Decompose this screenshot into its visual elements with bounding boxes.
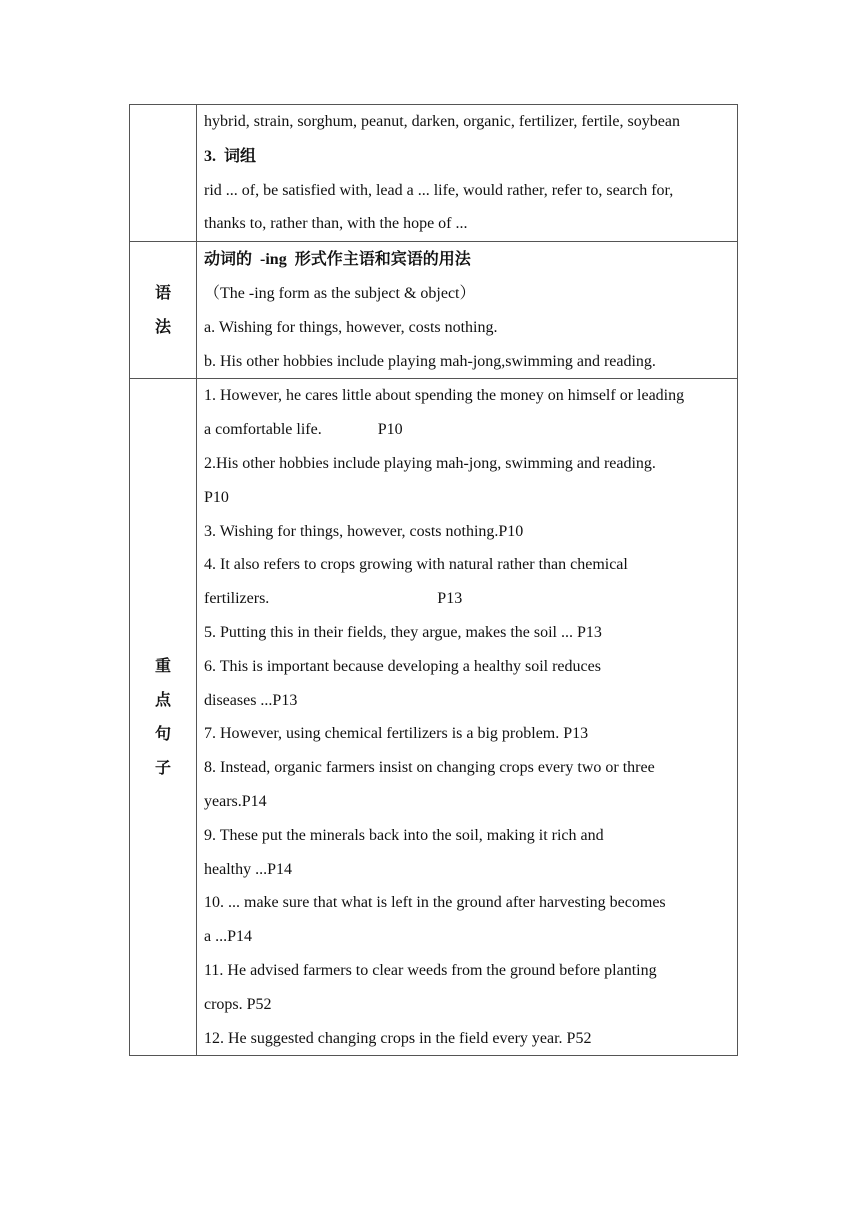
sentence-line-5: 3. Wishing for things, however, costs nothing.P10 bbox=[204, 522, 524, 540]
key-sentences-label-char-2: 点 bbox=[154, 690, 171, 710]
grammar-label-char-1: 语 bbox=[154, 283, 171, 303]
grammar-heading bbox=[204, 242, 729, 277]
sentence-line-2: a comfortable life. P10 bbox=[204, 421, 403, 439]
key-sentences-row-content bbox=[197, 379, 738, 1056]
sentence-line-10: diseases ...P13 bbox=[204, 691, 298, 709]
grammar-row bbox=[130, 242, 738, 379]
key-sentences-label-char-4: 子 bbox=[154, 758, 171, 778]
vocabulary-row-content bbox=[197, 105, 738, 242]
key-sentences-label-char-1: 重 bbox=[154, 656, 171, 676]
phrases-heading-text: 词组 bbox=[224, 145, 257, 165]
sentence-line-11: 7. However, using chemical fertilizers is a big problem. P13 bbox=[204, 725, 589, 743]
vocabulary-row-label bbox=[130, 105, 197, 242]
grammar-subtitle: （The -ing form as the subject & object） bbox=[204, 284, 476, 302]
key-sentences-row-label bbox=[130, 379, 197, 1056]
grammar-example-a: a. Wishing for things, however, costs nothing. bbox=[204, 318, 498, 336]
sentence-line-15: healthy ...P14 bbox=[204, 860, 292, 878]
lesson-summary-table bbox=[129, 104, 738, 1056]
sentence-line-20: 12. He suggested changing crops in the field every year. P52 bbox=[204, 1029, 592, 1047]
grammar-label-char-2: 法 bbox=[154, 317, 171, 337]
vocabulary-row bbox=[130, 105, 738, 242]
key-sentences-label-char-3: 句 bbox=[154, 724, 171, 744]
grammar-example-b: b. His other hobbies include playing mah-jong,swimming and reading. bbox=[204, 352, 656, 370]
grammar-row-content bbox=[197, 242, 738, 379]
sentence-line-14: 9. These put the minerals back into the soil, making it rich and bbox=[204, 826, 604, 844]
sentence-line-17: a ...P14 bbox=[204, 928, 252, 946]
phrases-heading bbox=[204, 139, 729, 174]
sentence-line-19: crops. P52 bbox=[204, 995, 272, 1013]
sentence-line-16: 10. ... make sure that what is left in the ground after harvesting becomes bbox=[204, 894, 666, 912]
sentence-line-9: 6. This is important because developing a healthy soil reduces bbox=[204, 657, 601, 675]
sentence-line-1: 1. However, he cares little about spending the money on himself or leading bbox=[204, 387, 685, 405]
phrase-line-2: thanks to, rather than, with the hope of ... bbox=[204, 215, 468, 233]
grammar-row-label bbox=[130, 242, 197, 379]
sentence-line-7: fertilizers. P13 bbox=[204, 590, 463, 608]
key-sentences-row bbox=[130, 379, 738, 1056]
phrase-line-1: rid ... of, be satisfied with, lead a ... life, would rather, refer to, search for, bbox=[204, 181, 674, 199]
grammar-heading-ing: -ing bbox=[260, 251, 287, 269]
sentence-line-13: years.P14 bbox=[204, 792, 267, 810]
sentence-line-6: 4. It also refers to crops growing with natural rather than chemical bbox=[204, 556, 628, 574]
grammar-heading-suffix: 形式作主语和宾语的用法 bbox=[294, 249, 471, 269]
phrases-heading-number: 3. bbox=[204, 147, 216, 165]
sentence-line-18: 11. He advised farmers to clear weeds from the ground before planting bbox=[204, 961, 657, 979]
sentence-line-12: 8. Instead, organic farmers insist on changing crops every two or three bbox=[204, 759, 655, 777]
sentence-line-8: 5. Putting this in their fields, they argue, makes the soil ... P13 bbox=[204, 623, 602, 641]
sentence-line-4: P10 bbox=[204, 488, 229, 506]
sentence-line-3: 2.His other hobbies include playing mah-jong, swimming and reading. bbox=[204, 454, 656, 472]
grammar-heading-prefix: 动词的 bbox=[204, 249, 253, 269]
vocab-words-line: hybrid, strain, sorghum, peanut, darken, organic, fertilizer, fertile, soybean bbox=[204, 113, 680, 130]
